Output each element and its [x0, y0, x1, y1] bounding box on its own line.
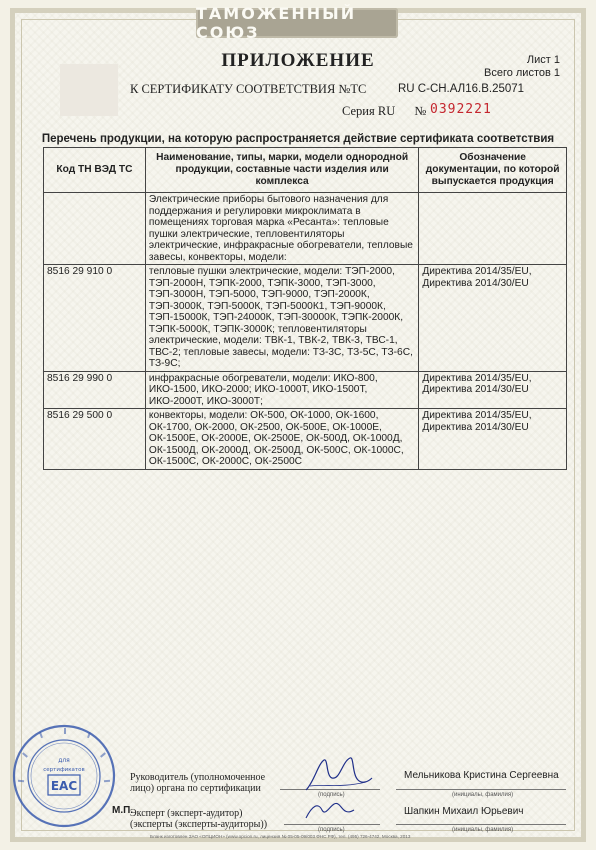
- expert-label: Эксперт (эксперт-аудитор) (эксперты (эксперты-аудиторы)): [130, 808, 268, 830]
- cell-code: 8516 29 500 0: [44, 409, 146, 470]
- column-header-name: Наименование, типы, марки, модели однородной продукции, составные части изделия или комплекса: [145, 148, 418, 193]
- head-signature-caption: (подпись): [318, 792, 345, 798]
- certification-seal-icon: [10, 722, 118, 830]
- cell-docs: Директива 2014/35/EU, Директива 2014/30/EU: [419, 265, 567, 372]
- column-header-code: Код ТН ВЭД ТС: [44, 148, 146, 193]
- cell-name: Электрические приборы бытового назначения для поддержания и регулировки микроклимата в помещениях торговая марка «Ресанта»: тепловые пушки электрические, тепловентиляторы электрические, инфракрасные обогреватели, тепловые завесы, конвекторы, модели:: [145, 193, 418, 265]
- sheets-total: Всего листов 1: [483, 67, 560, 79]
- table-row: [44, 371, 567, 409]
- seal-for-label: для: [58, 757, 70, 764]
- table-header-row: [44, 148, 567, 193]
- cell-name: тепловые пушки электрические, модели: ТЭП-2000, ТЭП-2000Н, ТЭПК-2000, ТЭПК-3000, ТЭП-3000, ТЭП-3000Н, ТЭП-5000, ТЭП-9000, ТЭП-2000К, ТЭП-3000К, ТЭП-5000К, ТЭП-5000К1, ТЭП-9000К, ТЭП-15000К, ТЭП-24000К, ТЭП-30000К, ТЭПК-2000К, ТЭПК-5000К, ТЭПК-3000К; тепловентиляторы электрические, модели: ТВК-1, ТВК-2, ТВК-3, ТВС-1, ТВС-2; тепловые завесы, модели: ТЗ-3С, ТЗ-5С, ТЗ-6С, ТЗ-9С;: [145, 265, 418, 372]
- head-name: Мельникова Кристина Сергеевна: [404, 770, 559, 781]
- certificate-number: RU С-CH.АЛ16.В.25071: [398, 83, 525, 95]
- page-title: ПРИЛОЖЕНИЕ: [221, 50, 375, 71]
- product-table: [43, 147, 567, 470]
- seal-center-mark: ЕАС: [50, 779, 78, 793]
- sheet-number: Лист 1: [526, 54, 560, 66]
- cell-name: инфракрасные обогреватели, модели: ИКО-800, ИКО-1500, ИКО-2000; ИКО-1000Т, ИКО-1500Т, ИКО-2000Т, ИКО-3000Т;: [145, 371, 418, 409]
- expert-name-line: [396, 824, 566, 825]
- customs-union-banner: ТАМОЖЕННЫЙ СОЮЗ: [196, 8, 398, 38]
- table-row: [44, 193, 567, 265]
- certificate-label: К СЕРТИФИКАТУ СООТВЕТСТВИЯ: [130, 82, 336, 96]
- cell-docs: [419, 193, 567, 265]
- expert-signature-line: [284, 824, 380, 825]
- series-label: Серия: [342, 104, 375, 118]
- cell-code: 8516 29 990 0: [44, 371, 146, 409]
- table-row: [44, 265, 567, 372]
- expert-name: Шапкин Михаил Юрьевич: [404, 806, 524, 817]
- series-line: [342, 104, 426, 119]
- column-header-docs: Обозначение документации, по которой выпускается продукция: [419, 148, 567, 193]
- serial-number: 0392221: [430, 102, 492, 117]
- certificate-no-label: №ТС: [338, 82, 367, 96]
- head-name-caption: (инициалы, фамилия): [452, 792, 514, 798]
- footer-printer-info: Бланк изготовлен ЗАО «ОПЦИОН» (www.opcion.ru, лицензия № 05-05-09/003 ФНС РФ), тел. (495) 726-4742, Москва, 2013: [150, 834, 411, 839]
- cell-code: [44, 193, 146, 265]
- list-heading: Перечень продукции, на которую распространяется действие сертификата соответствия: [41, 133, 555, 145]
- serial-label: №: [414, 104, 427, 118]
- cell-docs: Директива 2014/35/EU, Директива 2014/30/EU: [419, 371, 567, 409]
- head-name-line: [396, 789, 566, 790]
- series-value: RU: [377, 104, 396, 118]
- seal-cert-label: сертификатов: [43, 767, 85, 773]
- table-row: [44, 409, 567, 470]
- head-signature-icon: [296, 752, 376, 796]
- sheet-info: [484, 54, 560, 80]
- cell-name: конвекторы, модели: ОК-500, ОК-1000, ОК-1600, ОК-1700, ОК-2000, ОК-2500, ОК-500Е, ОК-1000Е, ОК-1500Е, ОК-2000Е, ОК-2500Е, ОК-500Д, ОК-1000Д, ОК-1500Д, ОК-2000Д, ОК-2500Д, ОК-500С, ОК-1000С, ОК-1500С, ОК-2000С, ОК-2500С: [145, 409, 418, 470]
- expert-signature-caption: (подпись): [318, 827, 345, 833]
- expert-name-caption: (инициалы, фамилия): [452, 827, 514, 833]
- stamp-place-label: М.П.: [112, 805, 134, 816]
- head-label: Руководитель (уполномоченное лицо) органа по сертификации: [130, 772, 266, 794]
- cell-docs: Директива 2014/35/EU, Директива 2014/30/EU: [419, 409, 567, 470]
- certificate-line: [130, 82, 366, 97]
- expert-signature-icon: [300, 796, 360, 824]
- cell-code: 8516 29 910 0: [44, 265, 146, 372]
